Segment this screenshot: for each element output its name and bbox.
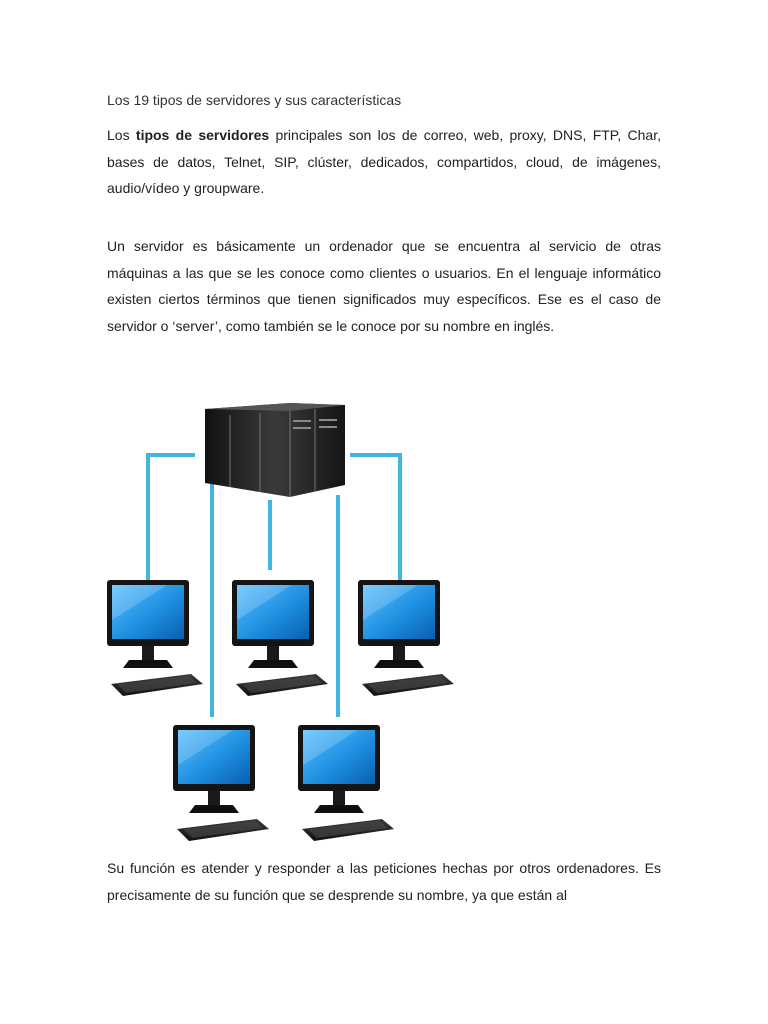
computer-icon-3 xyxy=(358,580,454,696)
paragraph-intro-prefix: Los xyxy=(107,127,136,143)
computer-icon-1 xyxy=(107,580,203,696)
server-icon xyxy=(205,403,345,497)
paragraph-intro-rest: principales son los de correo, web, proxy, DNS, FTP, Char, bases de datos, Telnet, SIP, clúster, dedicados, compartidos, cloud, de imágenes, audio/vídeo y groupware. xyxy=(107,127,661,197)
computer-icon-4 xyxy=(173,725,269,841)
computer-icon-5 xyxy=(298,725,394,841)
computer-icon-2 xyxy=(232,580,328,696)
paragraph-definition: Un servidor es básicamente un ordenador que se encuentra al servicio de otras máquinas a las que se les conoce como clientes o usuarios. En el lenguaje informático existen ciertos términos que tienen significados muy específicos. Ese es el caso de servidor o ‘server’, como también se le conoce por su nombre en inglés. xyxy=(107,238,661,334)
paragraph-intro-bold: tipos de servidores xyxy=(135,127,270,143)
paragraph-function: Su función es atender y responder a las peticiones hechas por otros ordenadores. Es precisamente de su función que se desprende su nombre, ya que están al xyxy=(107,860,661,903)
server-network-diagram xyxy=(100,395,460,855)
paragraph-intro xyxy=(107,122,661,202)
document-title: Los 19 tipos de servidores y sus características xyxy=(107,92,402,108)
